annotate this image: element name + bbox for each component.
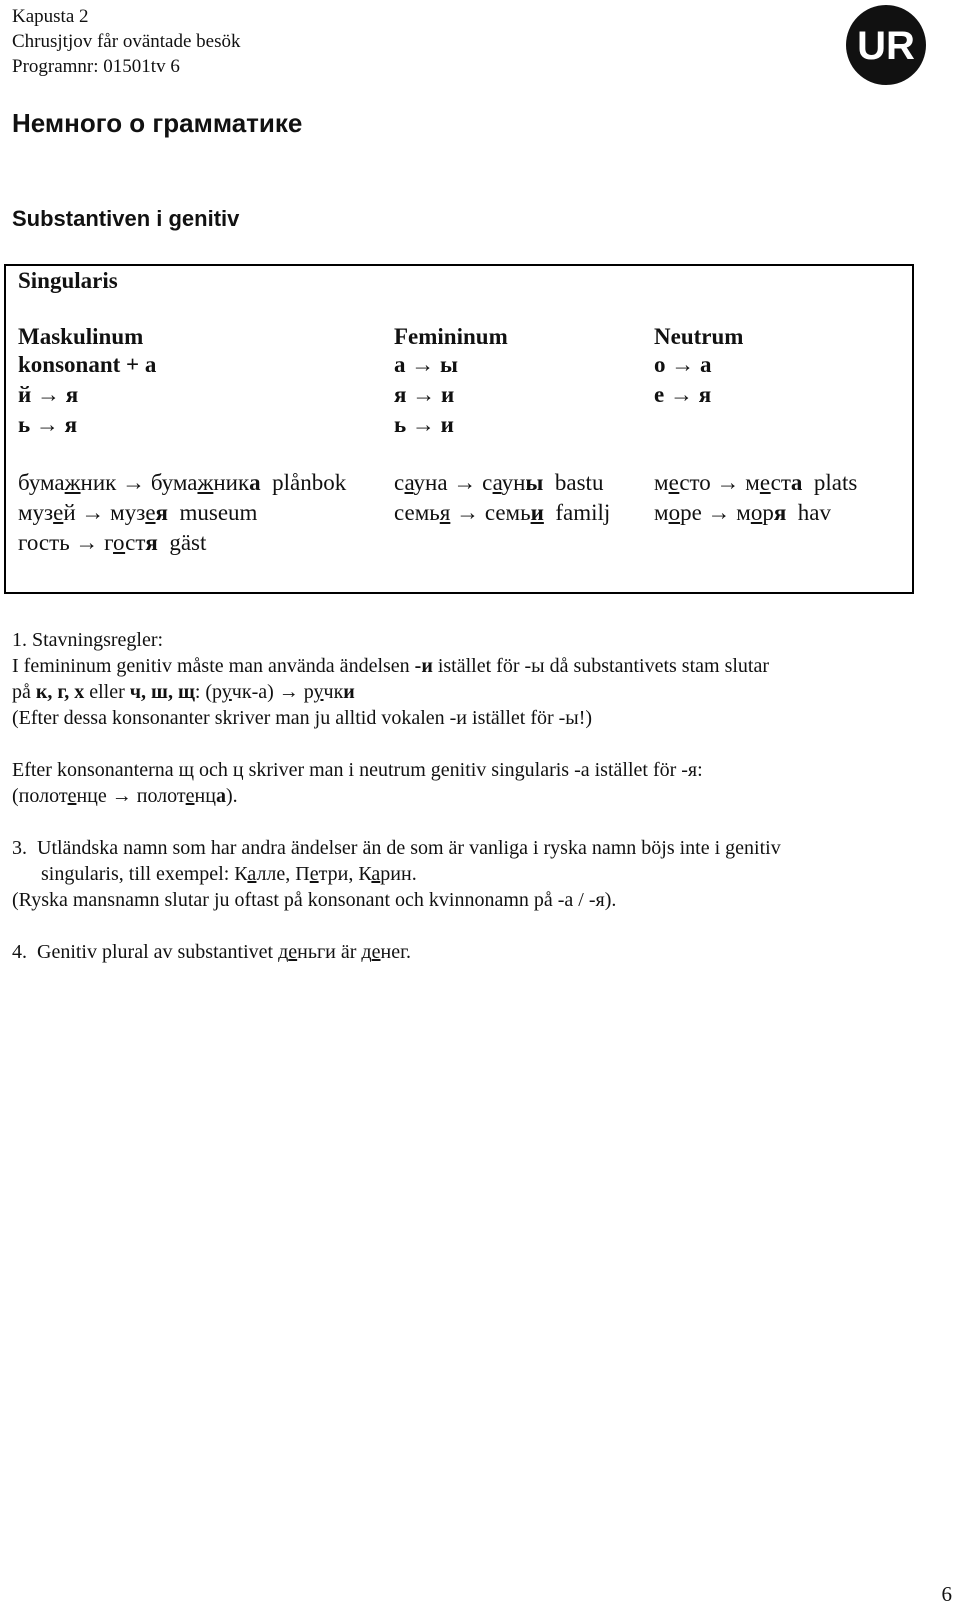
neut-rule-1: о → а — [654, 352, 712, 377]
note-1-line-3: (Efter dessa konsonanter skriver man ju alltid vokalen -и istället för -ы!) — [12, 707, 593, 729]
note-3-line-3: (Ryska mansnamn slutar ju oftast på konsonant och kvinnonamn på -а / -я). — [12, 889, 617, 911]
fem-rule-1: а → ы — [394, 352, 458, 377]
neut-example-1: место → места plats — [654, 470, 858, 495]
page-number: 6 — [941, 1582, 952, 1606]
ur-logo — [845, 4, 927, 86]
note-3-line-2: singularis, till exempel: Калле, Петри, Карин. — [41, 863, 417, 885]
note-1-line-2: på к, г, х eller ч, ш, щ: (ручк-а) → ручки — [12, 681, 355, 703]
fem-rule-2: я → и — [394, 382, 455, 407]
neut-title: Neutrum — [654, 324, 744, 349]
table-heading: Singularis — [18, 268, 118, 293]
fem-example-2: семья → семьи familj — [394, 500, 611, 525]
neut-example-2: море → моря hav — [654, 500, 831, 525]
masc-title: Maskulinum — [18, 324, 144, 349]
masc-rule-2: й → я — [18, 382, 79, 407]
note-1-line-1: I femininum genitiv måste man använda ändelsen -и istället för -ы då substantivets stam slutar — [12, 655, 769, 677]
masc-rule-3: ь → я — [18, 412, 78, 437]
masc-example-3: гость → гостя gäst — [18, 530, 207, 555]
genitive-table — [4, 264, 914, 594]
fem-example-1: сауна → сауны bastu — [394, 470, 604, 495]
masc-example-1: бумажник → бумажника plånbok — [18, 470, 347, 495]
masc-rule-1: konsonant + а — [18, 352, 157, 377]
note-2-line-2: (полотенце → полотенца). — [12, 785, 238, 807]
note-3-line-1: 3. Utländska namn som har andra ändelser än de som är vanliga i ryska namn böjs inte i genitiv — [12, 837, 781, 859]
fem-title: Femininum — [394, 324, 508, 349]
masc-example-2: музей → музея museum — [18, 500, 258, 525]
logo-text: UR — [857, 24, 915, 68]
section-title: Substantiven i genitiv — [12, 206, 240, 231]
header-line-3: Programnr: 01501tv 6 — [12, 56, 180, 77]
page-title: Немного о грамматике — [12, 108, 303, 138]
header-line-2: Chrusjtjov får oväntade besök — [12, 31, 241, 52]
header-line-1: Kapusta 2 — [12, 6, 89, 27]
note-1-heading: 1. Stavningsregler: — [12, 629, 164, 651]
fem-rule-3: ь → и — [394, 412, 454, 437]
note-4: 4. Genitiv plural av substantivet деньги är денег. — [12, 941, 412, 963]
neut-rule-2: е → я — [654, 382, 712, 407]
note-2-line-1: Efter konsonanterna щ och ц skriver man i neutrum genitiv singularis -а istället för -я: — [12, 759, 703, 781]
